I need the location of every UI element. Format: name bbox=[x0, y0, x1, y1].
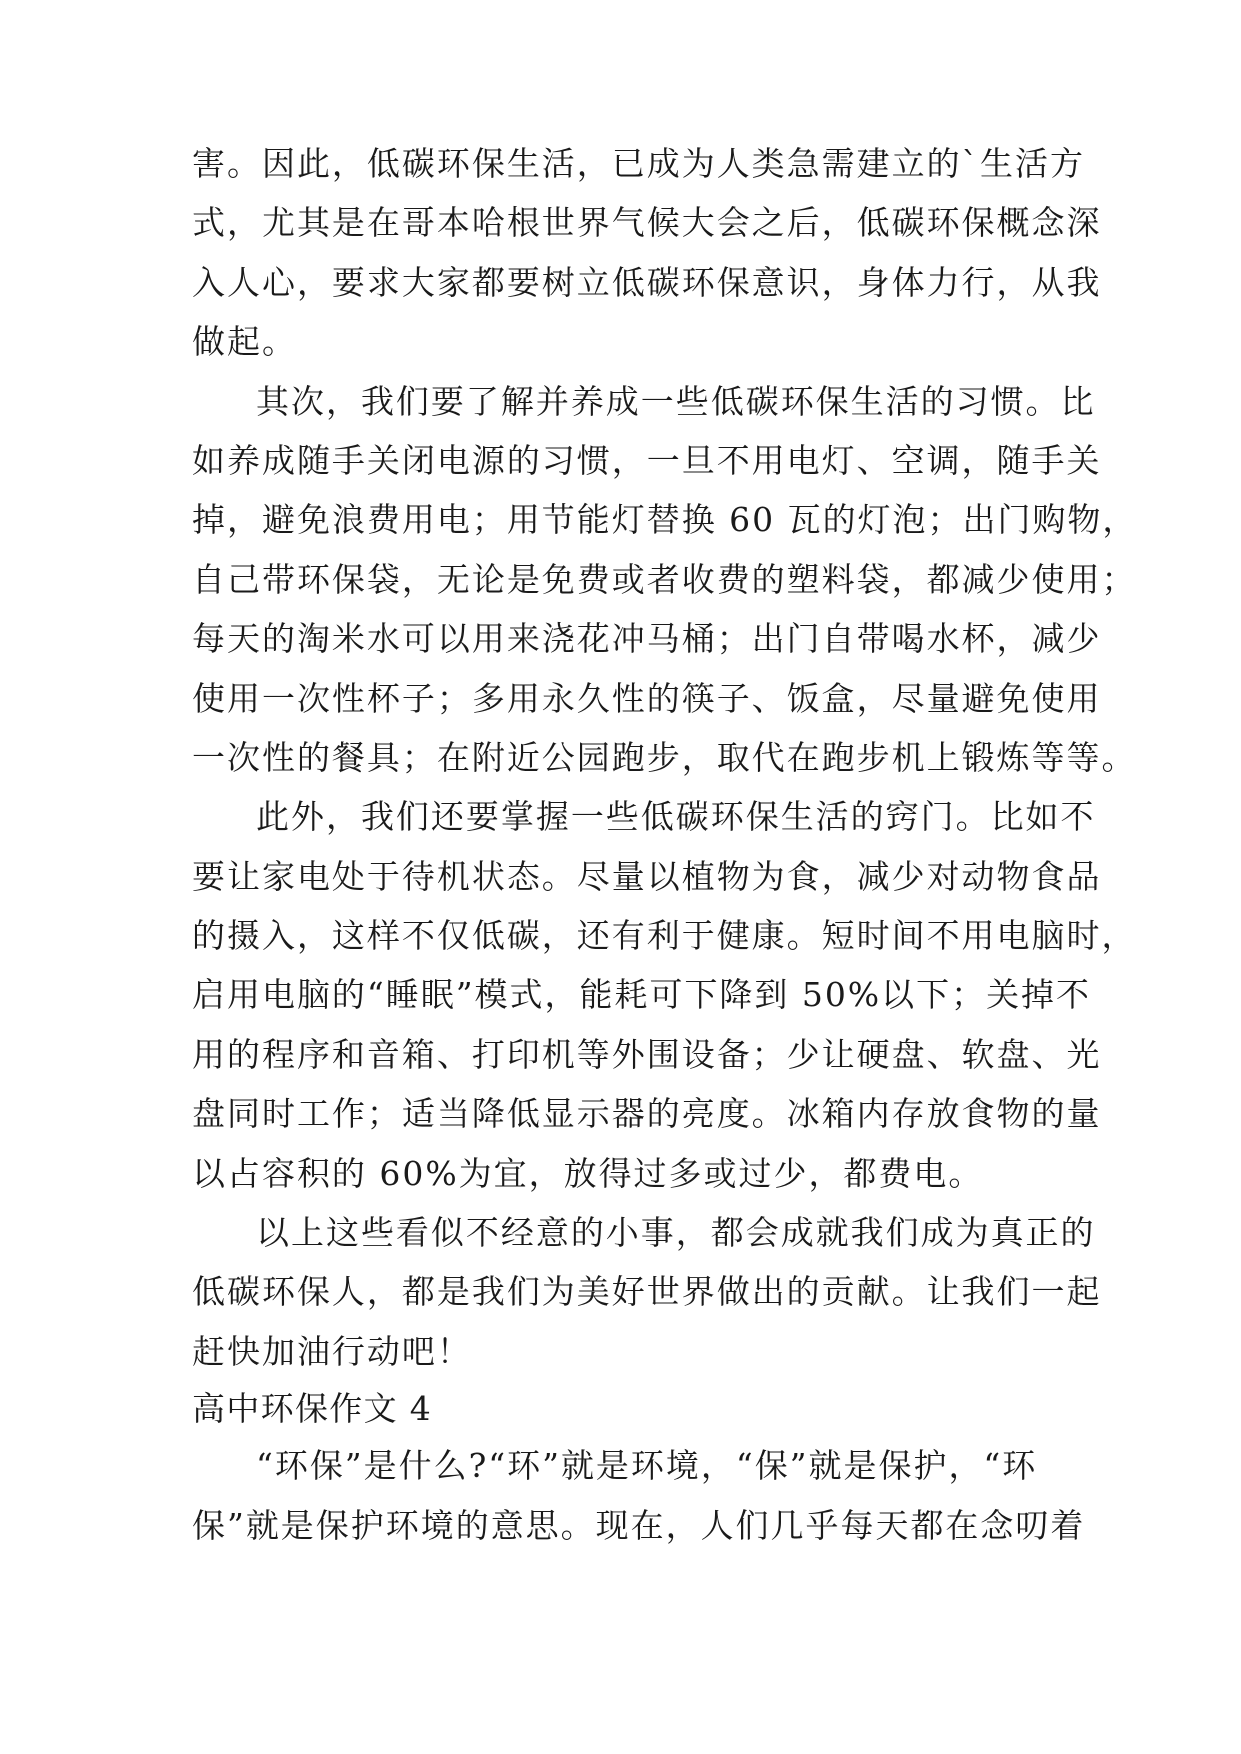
text-line: 每天的淘米水可以用来浇花冲马桶；出门自带喝水杯，减少 bbox=[192, 619, 1102, 659]
text-line: 使用一次性杯子；多用永久性的筷子、饭盒，尽量避免使用 bbox=[192, 678, 1102, 718]
text-line: 启用电脑的“睡眠”模式，能耗可下降到 50%以下；关掉不 bbox=[192, 975, 1092, 1015]
text-line: 盘同时工作；适当降低显示器的亮度。冰箱内存放食物的量 bbox=[192, 1094, 1102, 1134]
text-line: 要让家电处于待机状态。尽量以植物为食，减少对动物食品 bbox=[192, 856, 1102, 896]
text-line: 以占容积的 60%为宜，放得过多或过少，都费电。 bbox=[192, 1153, 984, 1193]
document-body bbox=[192, 134, 1138, 1555]
text-line: 害。因此，低碳环保生活，已成为人类急需建立的`生活方 bbox=[192, 144, 1085, 183]
text-line: 掉，避免浪费用电；用节能灯替换 60 瓦的灯泡；出门购物， bbox=[192, 500, 1138, 540]
text-line: 的摄入，这样不仅低碳，还有利于健康。短时间不用电脑时， bbox=[192, 916, 1137, 956]
text-line: 入人心，要求大家都要树立低碳环保意识，身体力行，从我 bbox=[192, 262, 1102, 302]
paragraph-first-line: “环保”是什么?“环”就是环境，“保”就是保护，“环 bbox=[256, 1446, 1038, 1486]
text-line: 自己带环保袋，无论是免费或者收费的塑料袋，都减少使用； bbox=[192, 559, 1137, 599]
paragraph-first-line: 此外，我们还要掌握一些低碳环保生活的窍门。比如不 bbox=[256, 797, 1096, 837]
section-heading: 高中环保作文 4 bbox=[192, 1389, 433, 1429]
text-line: 赶快加油行动吧！ bbox=[192, 1331, 472, 1371]
text-line: 保”就是保护环境的意思。现在，人们几乎每天都在念叨着 bbox=[192, 1505, 1086, 1545]
text-line: 如养成随手关闭电源的习惯，一旦不用电灯、空调，随手关 bbox=[192, 440, 1102, 480]
text-line: 做起。 bbox=[192, 322, 297, 362]
text-line: 式，尤其是在哥本哈根世界气候大会之后，低碳环保概念深 bbox=[192, 203, 1102, 243]
paragraph-first-line: 其次，我们要了解并养成一些低碳环保生活的习惯。比 bbox=[256, 381, 1096, 421]
paragraph-first-line: 以上这些看似不经意的小事，都会成就我们成为真正的 bbox=[256, 1213, 1096, 1253]
text-line: 用的程序和音箱、打印机等外围设备；少让硬盘、软盘、光 bbox=[192, 1034, 1102, 1074]
text-line: 低碳环保人，都是我们为美好世界做出的贡献。让我们一起 bbox=[192, 1272, 1102, 1312]
text-line: 一次性的餐具；在附近公园跑步，取代在跑步机上锻炼等等。 bbox=[192, 737, 1137, 777]
